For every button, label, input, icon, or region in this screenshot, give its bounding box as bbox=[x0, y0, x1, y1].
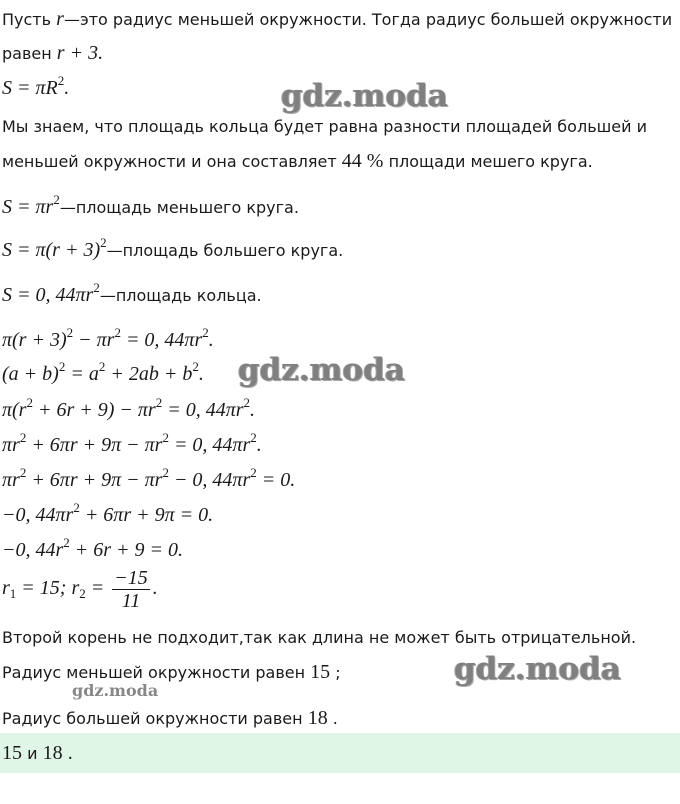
watermark-small: gdz.moda bbox=[72, 681, 159, 700]
intro-text-2: —это радиус меньшей окружности. Тогда радиус большей окружности bbox=[63, 10, 673, 29]
answer-and: и bbox=[27, 744, 38, 763]
def-big-circle bbox=[2, 235, 344, 262]
intro-line-2 bbox=[2, 42, 103, 65]
step-6: −0, $44\pi r^2 + 6\pi r + 9\pi = 0$. bbox=[2, 500, 214, 526]
area-formula-end: . bbox=[64, 77, 70, 99]
small-radius-line: Радиус меньшей окружности равен 15 ; bbox=[2, 661, 341, 683]
step-3: $\pi(r^2 + 6r + 9) - \pi r^2 = 0$, $44\pi r^2$. bbox=[2, 395, 256, 421]
def-small-label: —площадь меньшего круга. bbox=[59, 198, 299, 217]
def-ring bbox=[2, 280, 262, 307]
big-radius-value: 18 bbox=[307, 707, 328, 729]
step-4: $\pi r^2 + 6\pi r + 9\pi - \pi r^2 = 0$, $44\pi r^2$. bbox=[2, 430, 262, 456]
def-small-circle bbox=[2, 192, 299, 219]
reject-note: Второй корень не подходит,так как длина не может быть отрицательной. bbox=[2, 628, 637, 647]
intro-line-1 bbox=[2, 8, 672, 31]
ring-text-3: площади мешего круга. bbox=[388, 152, 593, 171]
watermark: gdz.moda bbox=[454, 651, 621, 687]
step-7: −0, $44r^2 + 6r + 9 = 0$. bbox=[2, 535, 184, 561]
ring-line-1 bbox=[2, 116, 647, 138]
intro-text: Пусть bbox=[2, 10, 52, 29]
root-fraction: $\frac{-15}{11}$ bbox=[114, 567, 148, 612]
answer-value-2: 18 bbox=[42, 742, 63, 764]
answer-line bbox=[2, 742, 73, 765]
step-2: $(a + b)^2 = a^2 + 2ab + b^2$. bbox=[2, 359, 204, 385]
answer-end: . bbox=[67, 742, 73, 764]
watermark: gdz.moda bbox=[281, 78, 448, 114]
def-big-expr: $S = \pi(r + 3)^2$ bbox=[2, 235, 107, 261]
expr-r-plus-3: r + 3. bbox=[56, 42, 104, 64]
area-formula-expr: S = πR bbox=[2, 77, 58, 99]
def-big-label: —площадь большего круга. bbox=[106, 241, 344, 260]
def-ring-expr: S = 0, $44\pi r^2$ bbox=[2, 280, 100, 306]
ring-text-1: Мы знаем, что площадь кольца будет равна разности площадей большей и bbox=[2, 117, 647, 136]
ring-text-2: меньшей окружности и она составляет bbox=[2, 152, 337, 171]
def-ring-label: —площадь кольца. bbox=[99, 286, 262, 305]
area-formula bbox=[2, 73, 70, 99]
ring-percent: 44 % bbox=[341, 150, 384, 172]
step-1: $\pi(r + 3)^2 - \pi r^2 = 0$, $44\pi r^2$. bbox=[2, 325, 214, 351]
area-formula-power: 2 bbox=[57, 73, 65, 88]
intro-text-3: равен bbox=[2, 44, 52, 63]
small-radius-value: 15 bbox=[310, 661, 331, 683]
step-roots: $r_1 = 15$; $r_2$ = $\frac{-15}{11}$ . bbox=[2, 567, 158, 612]
answer-value-1: 15 bbox=[2, 742, 22, 764]
def-small-expr: $S = \pi r^2$ bbox=[2, 192, 60, 218]
answer-box bbox=[0, 733, 680, 773]
big-radius-line: Радиус большей окружности равен 18 . bbox=[2, 707, 338, 729]
var-r: r bbox=[56, 8, 64, 30]
ring-line-2 bbox=[2, 150, 593, 173]
watermark: gdz.moda bbox=[238, 352, 405, 388]
step-5: $\pi r^2 + 6\pi r + 9\pi - \pi r^2 - 0$, $44\pi r^2 = 0$. bbox=[2, 465, 296, 491]
